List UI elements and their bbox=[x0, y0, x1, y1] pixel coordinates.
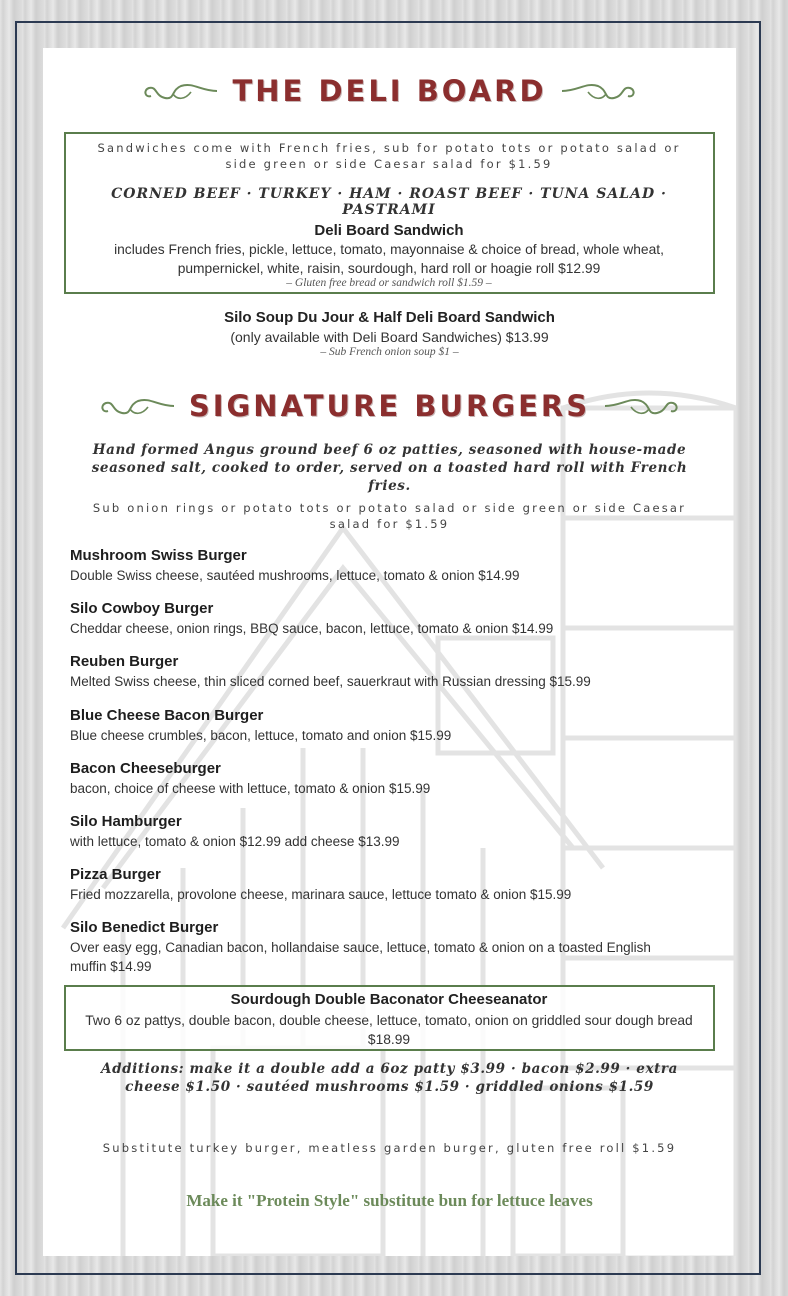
signature-burgers-title-text: SIGNATURE BURGERS bbox=[188, 389, 591, 423]
burger-item bbox=[70, 918, 670, 976]
burger-item bbox=[70, 652, 710, 691]
burger-substitute-note: Substitute turkey burger, meatless garden burger, gluten free roll $1.59 bbox=[102, 1141, 677, 1155]
burgers-sides-note: Sub onion rings or potato tots or potato salad or side green or side Caesar salad for $1.59 bbox=[92, 501, 687, 531]
burger-name: Reuben Burger bbox=[70, 653, 179, 670]
burger-desc: bacon, choice of cheese with lettuce, tomato & onion $15.99 bbox=[70, 781, 431, 796]
deli-meats-list: CORNED BEEF · TURKEY · HAM · ROAST BEEF · TUNA SALAD · PASTRAMI bbox=[111, 186, 667, 218]
left-swirl-ornament-icon bbox=[141, 78, 219, 104]
burger-desc: Melted Swiss cheese, thin sliced corned beef, sauerkraut with Russian dressing $15.99 bbox=[70, 674, 591, 689]
burger-name: Bacon Cheeseburger bbox=[70, 760, 221, 777]
burger-item bbox=[70, 546, 710, 585]
deli-sandwich-desc: includes French fries, pickle, lettuce, tomato, mayonnaise & choice of bread, whole wheat, pumpernickel, white, raisin, sourdough, hard roll or hoagie roll $12.99 bbox=[114, 242, 664, 276]
deli-sandwich-name: Deli Board Sandwich bbox=[314, 222, 464, 239]
burger-desc: Double Swiss cheese, sautéed mushrooms, lettuce, tomato & onion $14.99 bbox=[70, 568, 520, 583]
deli-board-box bbox=[64, 132, 715, 294]
left-swirl-ornament-icon bbox=[98, 393, 176, 419]
right-swirl-ornament-icon bbox=[603, 393, 681, 419]
deli-gluten-note: – Gluten free bread or sandwich roll $1.59 – bbox=[286, 277, 492, 289]
burgers-intro: Hand formed Angus ground beef 6 oz patties, seasoned with house-made seasoned salt, cooked to order, served on a toasted hard roll with French fries. bbox=[91, 442, 688, 494]
soup-combo-desc: (only available with Deli Board Sandwiches) $13.99 bbox=[230, 329, 549, 345]
deli-sides-note: Sandwiches come with French fries, sub for potato tots or potato salad or side green or side Caesar salad for $1.59 bbox=[97, 141, 681, 171]
deli-board-title bbox=[43, 72, 736, 108]
burger-name: Blue Cheese Bacon Burger bbox=[70, 707, 264, 724]
signature-burgers-title bbox=[43, 387, 736, 423]
right-swirl-ornament-icon bbox=[560, 78, 638, 104]
protein-style-note: Make it "Protein Style" substitute bun for lettuce leaves bbox=[186, 1191, 593, 1210]
soup-combo-name: Silo Soup Du Jour & Half Deli Board Sandwich bbox=[224, 309, 555, 326]
burger-desc: Blue cheese crumbles, bacon, lettuce, tomato and onion $15.99 bbox=[70, 728, 452, 743]
burger-name: Silo Hamburger bbox=[70, 813, 182, 830]
menu-sheet bbox=[43, 48, 736, 1256]
featured-burger-box bbox=[64, 985, 715, 1051]
featured-burger-name: Sourdough Double Baconator Cheeseanator bbox=[230, 991, 548, 1008]
burger-desc: with lettuce, tomato & onion $12.99 add cheese $13.99 bbox=[70, 834, 400, 849]
soup-combo-note: – Sub French onion soup $1 – bbox=[320, 346, 459, 358]
burger-item bbox=[70, 759, 710, 798]
burger-desc: Over easy egg, Canadian bacon, hollandaise sauce, lettuce, tomato & onion on a toasted English muffin $14.99 bbox=[70, 940, 651, 974]
burger-additions: Additions: make it a double add a 6oz patty $3.99 · bacon $2.99 · extra cheese $1.50 · sautéed mushrooms $1.59 · griddled onions $1.59 bbox=[101, 1061, 678, 1095]
burger-desc: Fried mozzarella, provolone cheese, marinara sauce, lettuce tomato & onion $15.99 bbox=[70, 887, 572, 902]
burger-name: Silo Benedict Burger bbox=[70, 919, 219, 936]
burger-item bbox=[70, 812, 710, 851]
burger-name: Mushroom Swiss Burger bbox=[70, 547, 247, 564]
burger-item bbox=[70, 865, 710, 904]
burger-name: Pizza Burger bbox=[70, 866, 161, 883]
burger-name: Silo Cowboy Burger bbox=[70, 600, 214, 617]
burger-desc: Cheddar cheese, onion rings, BBQ sauce, bacon, lettuce, tomato & onion $14.99 bbox=[70, 621, 554, 636]
burger-item bbox=[70, 706, 710, 745]
deli-board-title-text: THE DELI BOARD bbox=[232, 74, 547, 108]
burger-item bbox=[70, 599, 710, 638]
featured-burger-desc: Two 6 oz pattys, double bacon, double cheese, lettuce, tomato, onion on griddled sour dough bread $18.99 bbox=[85, 1013, 693, 1047]
